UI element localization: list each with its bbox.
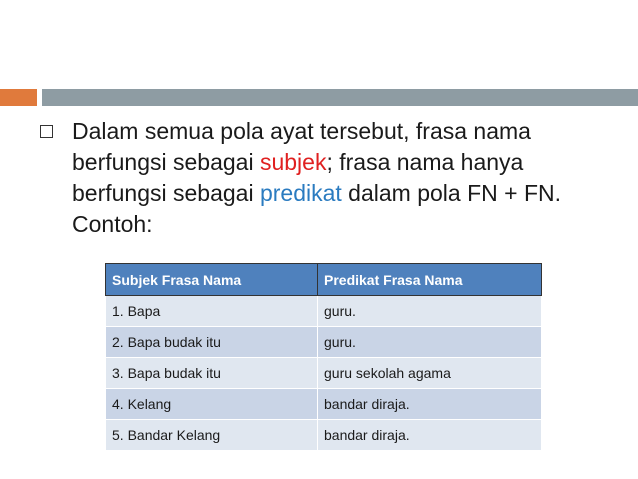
- cell-subjek: 4. Kelang: [106, 389, 318, 420]
- table-row: [106, 389, 542, 420]
- table-row: [106, 296, 542, 327]
- cell-subjek: 3. Bapa budak itu: [106, 358, 318, 389]
- accent-bar-orange: [0, 89, 37, 106]
- cell-predikat: bandar diraja.: [318, 420, 542, 451]
- cell-subjek: 1. Bapa: [106, 296, 318, 327]
- header-predikat: Predikat Frasa Nama: [318, 264, 542, 296]
- cell-subjek: 2. Bapa budak itu: [106, 327, 318, 358]
- bullet-text-part: ; frasa nama hanya berfungsi sebagai: [72, 149, 524, 206]
- bullet-text: [72, 116, 602, 240]
- table-row: [106, 358, 542, 389]
- accent-bar-gray: [42, 89, 638, 106]
- cell-predikat: guru.: [318, 296, 542, 327]
- table-row: [106, 327, 542, 358]
- table-header-row: [106, 264, 542, 296]
- example-table: [105, 263, 542, 451]
- header-subjek: Subjek Frasa Nama: [106, 264, 318, 296]
- bullet-text-part: dalam pola FN + FN. Contoh:: [72, 180, 562, 237]
- subjek-highlight: subjek: [259, 149, 327, 175]
- predikat-highlight: predikat: [259, 180, 342, 206]
- cell-predikat: bandar diraja.: [318, 389, 542, 420]
- table-row: [106, 420, 542, 451]
- cell-predikat: guru sekolah agama: [318, 358, 542, 389]
- cell-subjek: 5. Bandar Kelang: [106, 420, 318, 451]
- cell-predikat: guru.: [318, 327, 542, 358]
- square-bullet-icon: [40, 125, 53, 138]
- bullet-text-part: Dalam semua pola ayat tersebut, frasa nama berfungsi sebagai: [72, 118, 531, 175]
